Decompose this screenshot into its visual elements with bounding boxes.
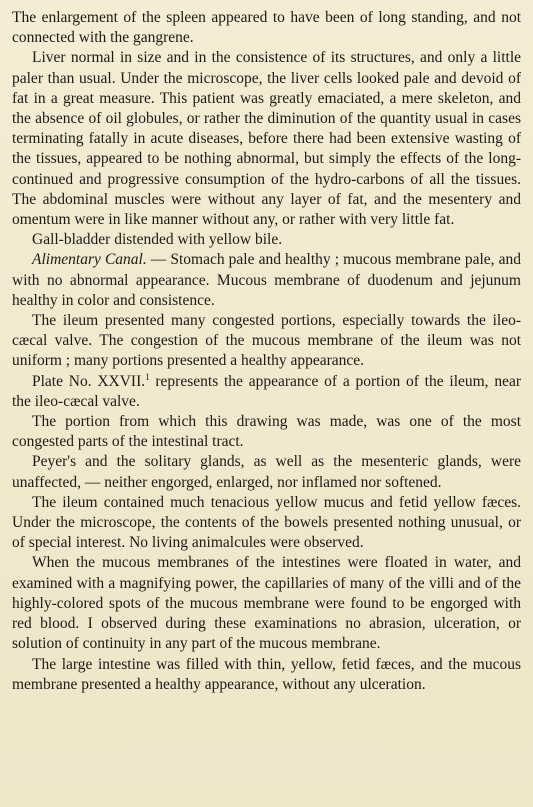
paragraph-ileum-contents: The ileum contained much tenacious yellow mucus and fetid yellow fæces. Under the microscope, the contents of the bowels presented nothing unusual, or of special interest. No living animalcules were observed. — [12, 493, 521, 552]
paragraph-portion: The portion from which this drawing was made, was one of the most congested parts of the intestinal tract. — [12, 413, 521, 451]
paragraph-plate — [12, 372, 521, 412]
footnote-marker: 1 — [145, 371, 150, 382]
paragraph-large-intestine: The large intestine was filled with thin, yellow, fetid fæces, and the mucous membrane presented a healthy appearance, without any ulceration. — [12, 655, 521, 693]
paragraph-mucous-membranes: When the mucous membranes of the intestines were floated in water, and examined with a magnifying power, the capillaries of many of the villi and of the highly-colored spots of the mucous membrane were found to be engorged with red blood. I observed during these examinations no abrasion, ulceration, or solution of continuity in any part of the mucous membrane. — [12, 554, 521, 653]
plate-reference: Plate No. XXVII. — [32, 372, 146, 390]
paragraph-spleen: The enlargement of the spleen appeared to have been of long standing, and not connected with the gangrene. — [12, 9, 521, 47]
paragraph-ileum: The ileum presented many congested portions, especially towards the ileo-cæcal valve. The congestion of the mucous membrane of the ileum was not uniform ; many portions presented a healthy appearance. — [12, 312, 521, 370]
paragraph-liver: Liver normal in size and in the consistence of its structures, and only a little paler than usual. Under the microscope, the liver cells looked pale and devoid of fat in a great measure. This patient was greatly emaciated, a mere skeleton, and the absence of oil globules, or rather the diminution of the quantity usual in cases terminating fatally in acute diseases, before there had been extensive wasting of the tissues, appeared to be nothing abnormal, but simply the effects of the long-continued and progressive consumption of the hydro-carbons of all the tissues. The abdominal muscles were without any layer of fat, and the mesentery and omentum were in like manner without any, or rather with very little fat. — [12, 49, 521, 229]
alimentary-canal-text: — Stomach pale and healthy ; mucous membrane pale, and with no abnormal appearance. Mucous membrane of duodenum and jejunum healthy in color and consistence. — [12, 251, 521, 309]
alimentary-canal-heading: Alimentary Canal. — [32, 251, 147, 269]
plate-text: represents the appearance of a portion of the ileum, near the ileo-cæcal valve. — [12, 372, 521, 410]
paragraph-alimentary-canal — [12, 250, 521, 311]
paragraph-gall-bladder: Gall-bladder distended with yellow bile. — [32, 231, 283, 249]
paragraph-glands: Peyer's and the solitary glands, as well as the mesenteric glands, were unaffected, — neither engorged, enlarged, nor inflamed nor softened. — [12, 453, 521, 491]
